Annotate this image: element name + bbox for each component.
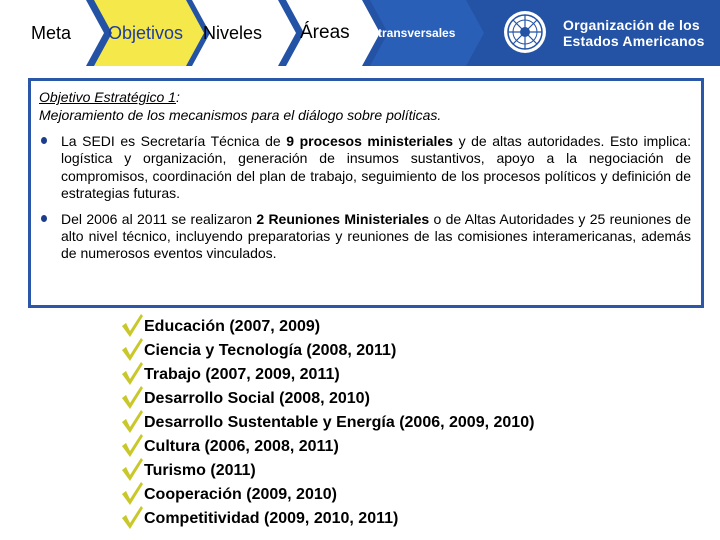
checklist-item <box>120 337 534 361</box>
bullet-item <box>39 211 691 263</box>
org-name-line2: Estados Americanos <box>563 33 705 49</box>
checkmark-icon <box>120 336 144 362</box>
checklist-item <box>120 481 534 505</box>
bullet-dot-icon <box>41 215 47 222</box>
nav-label-niveles[interactable]: Niveles <box>203 22 263 43</box>
nav-label-objetivos[interactable]: Objetivos <box>108 22 184 43</box>
bullet-text-post: y de altas autoridades. Esto implica: logística y organización, generación de insumos sustantivos, apoyo a la negociación de compromisos, coordinación del plan de trabajo, seguimiento de los procesos políticos y definición de estrategias futuras. <box>61 133 691 202</box>
checklist-item-text: Trabajo (2007, 2009, 2011) <box>144 366 340 383</box>
checklist-item-text: Educación (2007, 2009) <box>144 318 321 335</box>
checklist-item-text: Cooperación (2009, 2010) <box>144 486 337 503</box>
nav-label-areas[interactable]: Áreas <box>300 22 350 43</box>
ministerial-checklist <box>120 313 534 529</box>
checklist-item-text: Desarrollo Sustentable y Energía (2006, 2009, 2010) <box>144 414 535 431</box>
checkmark-icon <box>120 480 144 506</box>
checklist-item <box>120 505 534 529</box>
bullet-text-post: o de Altas Autoridades y 25 reuniones de alto nivel técnico, incluyendo preparatorias y reuniones de las comisiones interamericanas, además de numerosos eventos vinculados. <box>61 210 691 262</box>
bullet-dot-icon <box>41 137 47 144</box>
checkmark-icon <box>120 312 144 338</box>
checklist-item <box>120 409 534 433</box>
org-name <box>563 17 705 49</box>
checkmark-icon <box>120 408 144 434</box>
checklist-item <box>120 433 534 457</box>
nav-label-meta[interactable]: Meta <box>31 22 72 43</box>
objective-panel <box>28 78 704 308</box>
checkmark-icon <box>120 384 144 410</box>
org-name-line1: Organización de los <box>563 17 700 33</box>
bullet-text-bold: 2 Reuniones Ministeriales <box>256 210 430 227</box>
objective-subtitle: Mejoramiento de los mecanismos para el diálogo sobre políticas. <box>39 107 442 123</box>
checkmark-icon <box>120 456 144 482</box>
bullet-text-pre: Del 2006 al 2011 se realizaron <box>61 210 257 227</box>
checklist-item-text: Turismo (2011) <box>144 462 256 479</box>
checkmark-icon <box>120 504 144 530</box>
objective-title-suffix: : <box>175 89 180 105</box>
checklist-item-text: Ciencia y Tecnología (2008, 2011) <box>144 342 397 359</box>
checklist-item <box>120 457 534 481</box>
bullet-text-bold: 9 procesos ministeriales <box>286 133 454 149</box>
objective-title-text: Objetivo Estratégico 1 <box>39 89 176 105</box>
checkmark-icon <box>120 360 144 386</box>
checklist-item <box>120 385 534 409</box>
checklist-item-text: Competitividad (2009, 2010, 2011) <box>144 510 399 527</box>
checklist-item <box>120 313 534 337</box>
checklist-item-text: Cultura (2006, 2008, 2011) <box>144 438 339 455</box>
bullet-list <box>39 133 691 271</box>
nav-label-transversales[interactable]: transversales <box>378 26 456 40</box>
objective-title <box>39 88 180 106</box>
bullet-item <box>39 133 691 203</box>
checkmark-icon <box>120 432 144 458</box>
checklist-item <box>120 361 534 385</box>
header-bar <box>0 0 720 66</box>
oas-seal-icon <box>503 10 547 54</box>
checklist-item-text: Desarrollo Social (2008, 2010) <box>144 390 370 407</box>
oas-logo <box>503 8 715 56</box>
bullet-text-pre: La SEDI es Secretaría Técnica de <box>61 133 287 149</box>
